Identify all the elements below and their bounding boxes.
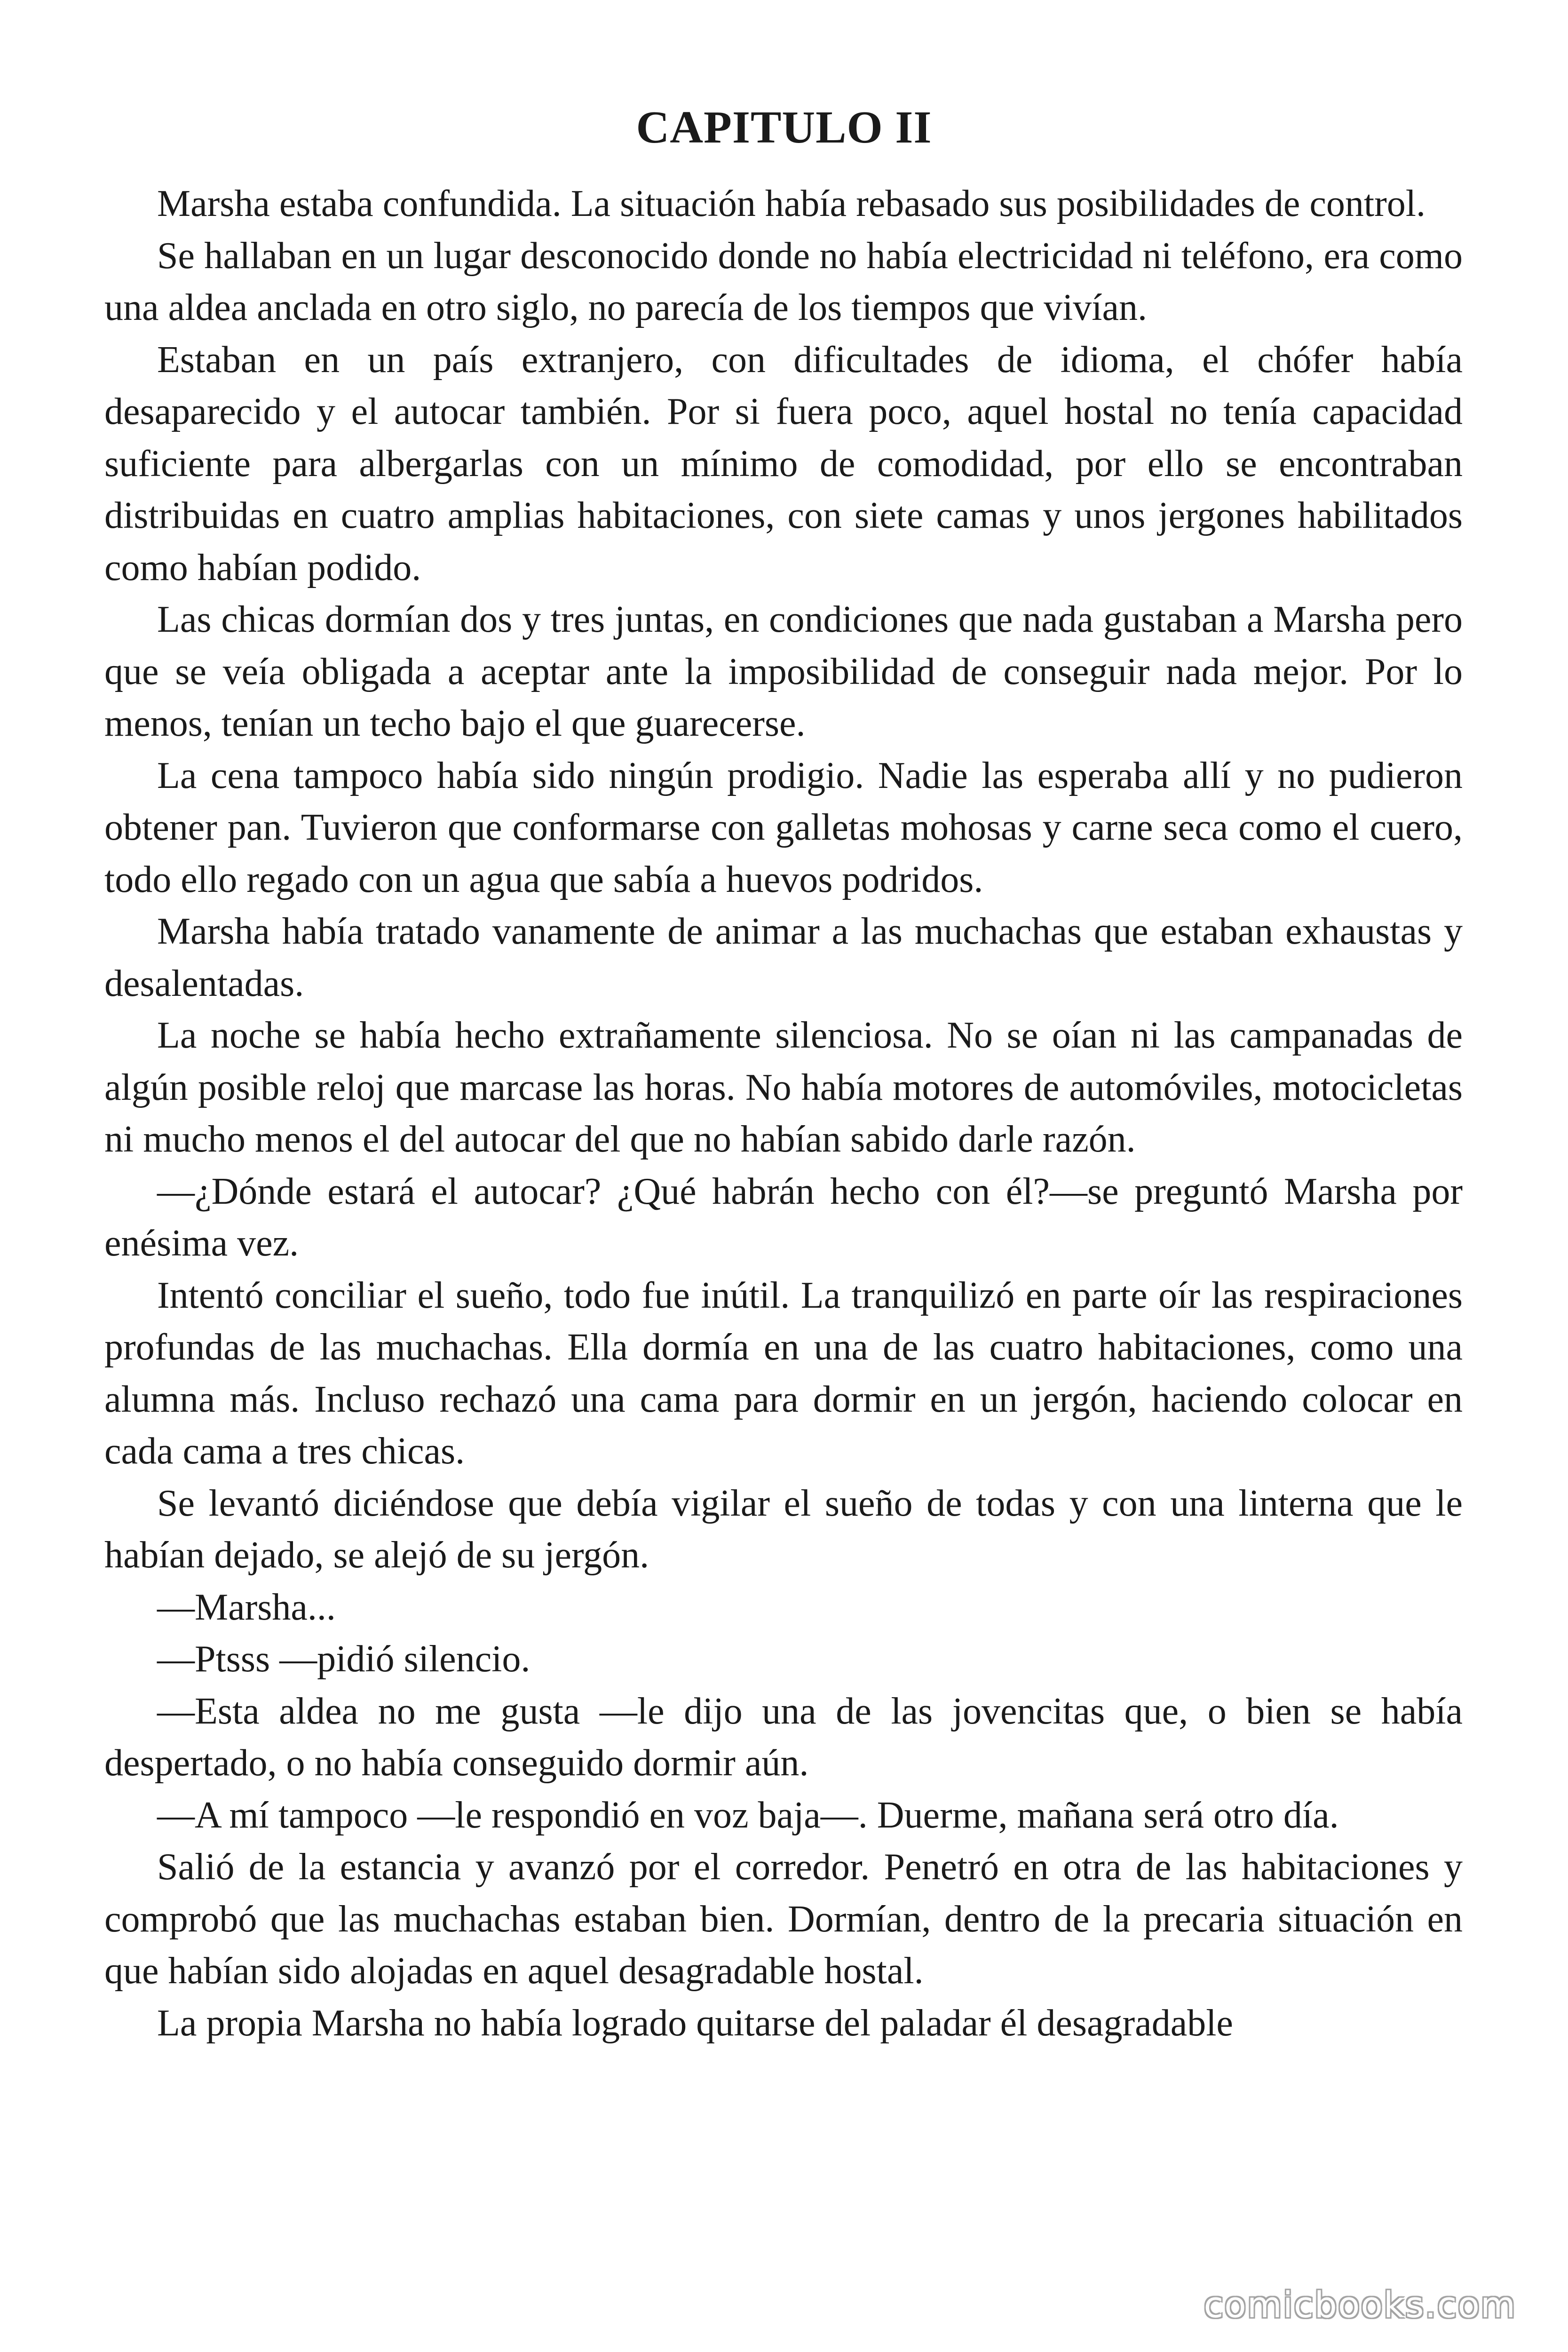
- paragraph: Marsha estaba confundida. La situación había rebasado sus posibilidades de control.: [157, 183, 1425, 224]
- paragraph: Se hallaban en un lugar desconocido donde no había electricidad ni teléfono, era como una aldea anclada en otro siglo, no parecía de los tiempos que vivían.: [104, 235, 1463, 328]
- site-watermark: comicbooks.com: [1204, 2284, 1516, 2326]
- dialogue-paragraph: —Marsha...: [157, 1586, 336, 1628]
- dialogue-paragraph: —¿Dónde estará el autocar? ¿Qué habrán hecho con él?—se preguntó Marsha por enésima vez.: [104, 1170, 1463, 1264]
- dialogue-paragraph: —Ptsss —pidió silencio.: [157, 1638, 531, 1680]
- paragraph: La noche se había hecho extrañamente silenciosa. No se oían ni las campanadas de algún posible reloj que marcase las horas. No había motores de automóviles, motocicletas ni mucho menos el del autocar del que no habían sabido darle razón.: [104, 1015, 1463, 1160]
- paragraph: Estaban en un país extranjero, con dificultades de idioma, el chófer había desaparecido y el autocar también. Por si fuera poco, aquel hostal no tenía capacidad suficiente para albergarlas con un mínimo de comodidad, por ello se encontraban distribuidas en cuatro amplias habitaciones, con siete camas y unos jergones habilitados como habían podido.: [104, 339, 1463, 588]
- paragraph: Las chicas dormían dos y tres juntas, en condiciones que nada gustaban a Marsha pero que se veía obligada a aceptar ante la imposibilidad de conseguir nada mejor. Por lo menos, tenían un techo bajo el que guarecerse.: [104, 599, 1463, 744]
- paragraph: Intentó conciliar el sueño, todo fue inútil. La tranquilizó en parte oír las respiraciones profundas de las muchachas. Ella dormía en una de las cuatro habitaciones, como una alumna más. Incluso rechazó una cama para dormir en un jergón, haciendo colocar en cada cama a tres chicas.: [104, 1274, 1463, 1472]
- paragraph: Se levantó diciéndose que debía vigilar el sueño de todas y con una linterna que le habían dejado, se alejó de su jergón.: [104, 1482, 1463, 1576]
- chapter-title: CAPITULO II: [636, 102, 932, 153]
- chapter-body: [104, 178, 1463, 2049]
- paragraph: La propia Marsha no había logrado quitarse del paladar él desagradable: [157, 2002, 1233, 2044]
- paragraph: La cena tampoco había sido ningún prodigio. Nadie las esperaba allí y no pudieron obtener pan. Tuvieron que conformarse con galletas mohosas y carne seca como el cuero, todo ello regado con un agua que sabía a huevos podridos.: [104, 755, 1463, 900]
- paragraph: Salió de la estancia y avanzó por el corredor. Penetró en otra de las habitaciones y comprobó que las muchachas estaban bien. Dormían, dentro de la precaria situación en que habían sido alojadas en aquel desagradable hostal.: [104, 1846, 1463, 1992]
- paragraph: Marsha había tratado vanamente de animar a las muchachas que estaban exhaustas y desalentadas.: [104, 911, 1463, 1004]
- dialogue-paragraph: —A mí tampoco —le respondió en voz baja—. Duerme, mañana será otro día.: [157, 1794, 1339, 1836]
- dialogue-paragraph: —Esta aldea no me gusta —le dijo una de las jovencitas que, o bien se había despertado, o no había conseguido dormir aún.: [104, 1690, 1463, 1784]
